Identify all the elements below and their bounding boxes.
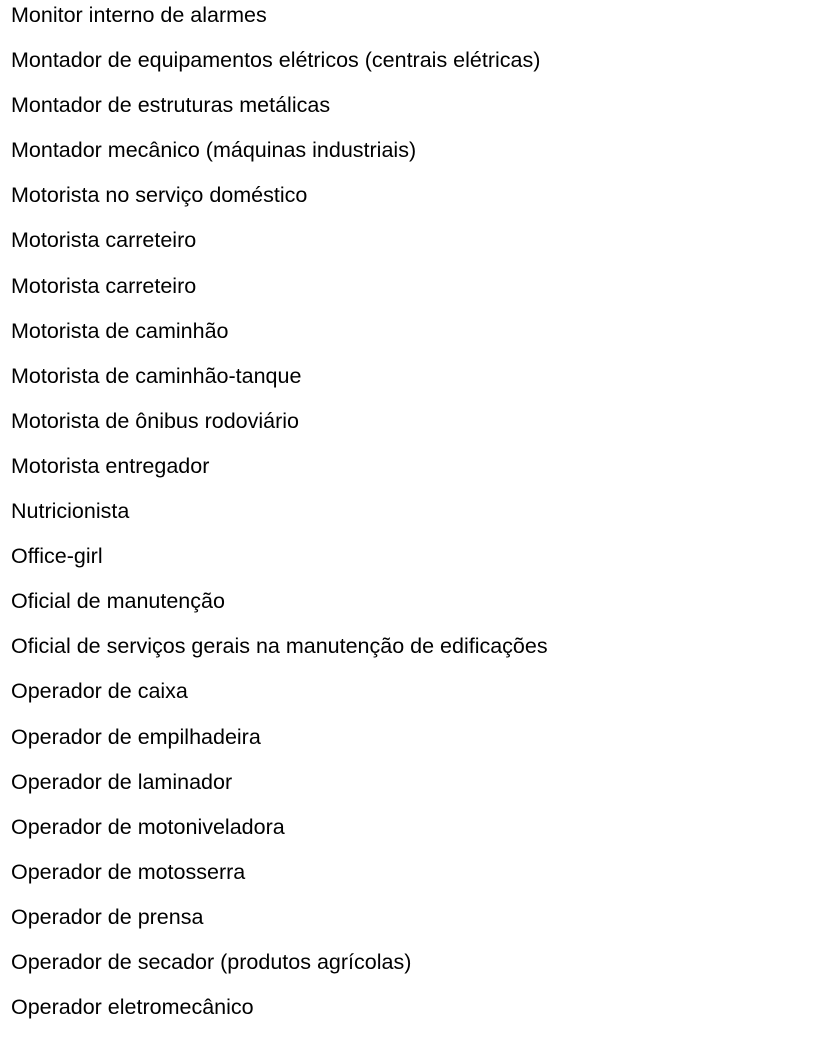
list-item: Motorista de ônibus rodoviário [11, 408, 300, 433]
list-item: Operador de empilhadeira [11, 724, 261, 749]
list-item: Motorista carreteiro [11, 273, 197, 298]
list-item: Montador mecânico (máquinas industriais) [11, 138, 417, 163]
list-item: Operador de motosserra [11, 859, 246, 884]
list-item: Montador de estruturas metálicas [11, 93, 331, 118]
list-item: Operador eletromecânico [11, 995, 254, 1020]
list-item: Motorista carreteiro [11, 228, 197, 253]
list-item: Operador de prensa [11, 904, 204, 929]
list-item: Motorista de caminhão [11, 318, 229, 343]
list-item: Motorista entregador [11, 453, 210, 478]
list-item: Motorista no serviço doméstico [11, 183, 308, 208]
list-item: Operador de laminador [11, 769, 233, 794]
list-item: Monitor interno de alarmes [11, 3, 267, 27]
list-item: Nutricionista [11, 499, 130, 524]
list-item: Oficial de manutenção [11, 589, 225, 614]
list-item: Oficial de serviços gerais na manutenção de edificações [11, 634, 548, 659]
list-item: Office-girl [11, 544, 103, 569]
list-item: Operador de motoniveladora [11, 814, 285, 839]
list-item: Operador de secador (produtos agrícolas) [11, 949, 412, 974]
occupation-list [11, 0, 819, 1037]
list-item: Montador de equipamentos elétricos (centrais elétricas) [11, 48, 541, 73]
list-item: Motorista de caminhão-tanque [11, 363, 302, 388]
list-item: Operador de caixa [11, 679, 188, 704]
